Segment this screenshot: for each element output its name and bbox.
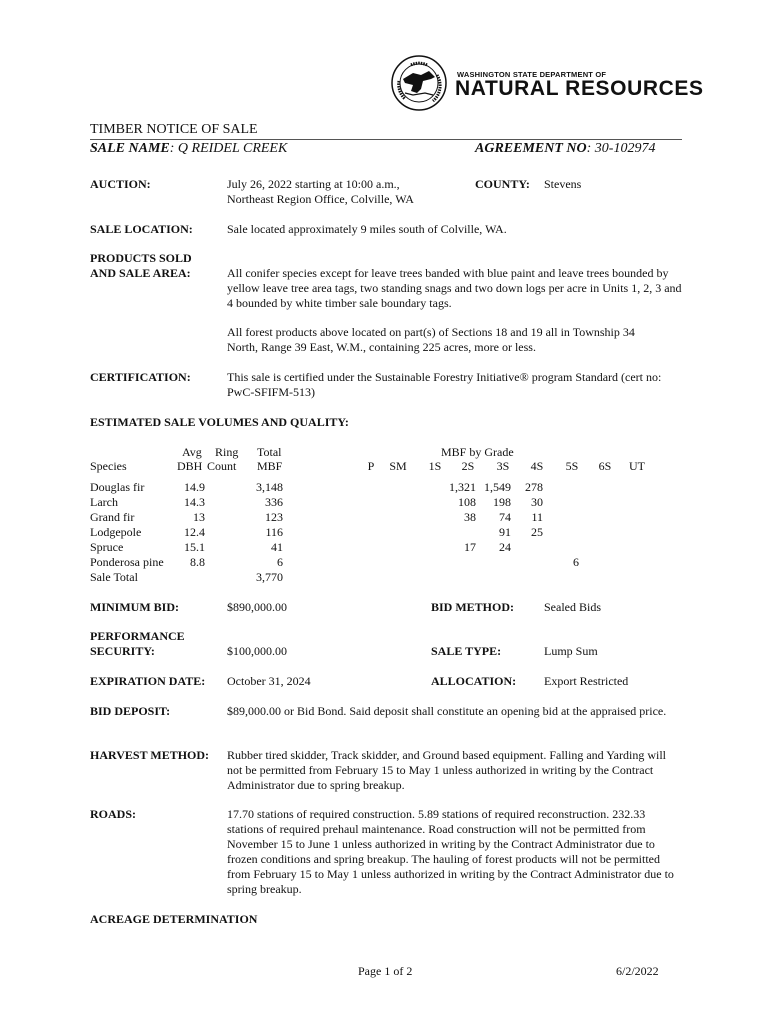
allocation-label: ALLOCATION: (431, 674, 517, 688)
sale-type-value: Lump Sum (544, 644, 598, 658)
grade-p: P (367, 459, 375, 473)
row-4s: 11 (531, 510, 543, 524)
row-2s: 1,321 (449, 480, 476, 494)
row-4s: 278 (525, 480, 543, 494)
row-2s: 17 (464, 540, 476, 554)
acreage-heading: ACREAGE DETERMINATION (90, 912, 258, 926)
grade-5s: 5S (565, 459, 579, 473)
products-para1: All conifer species except for leave trees banded with blue paint and leave trees bounded by yellow leave tree area tags, two standing snags and two down logs per acre in Units 1, 2, 3 and 4 bounded by white timber sale boundary tags. (227, 266, 682, 310)
grade-4s: 4S (530, 459, 544, 473)
row-dbh: 12.4 (184, 525, 205, 539)
row-dbh: 13 (193, 510, 205, 524)
row-3s: 74 (499, 510, 511, 524)
bid-deposit-label: BID DEPOSIT: (90, 704, 171, 718)
title-divider (90, 139, 682, 140)
row-total: 123 (265, 510, 283, 524)
row-total: 336 (265, 495, 283, 509)
doc-title: TIMBER NOTICE OF SALE (90, 122, 258, 137)
row-species: Douglas fir (90, 480, 145, 494)
hdr-species: Species (90, 459, 127, 473)
row-3s: 24 (499, 540, 511, 554)
bid-method-label: BID METHOD: (431, 600, 515, 614)
auction-line1: July 26, 2022 starting at 10:00 a.m., (227, 177, 400, 191)
footer-date: 6/2/2022 (616, 964, 659, 978)
row-3s: 198 (493, 495, 511, 509)
sale-name (90, 141, 287, 157)
sale-location-label: SALE LOCATION: (90, 222, 193, 236)
row-4s: 25 (531, 525, 543, 539)
row-total: 6 (277, 555, 283, 569)
row-total: 41 (271, 540, 283, 554)
bid-method-value: Sealed Bids (544, 600, 601, 614)
expiration-value: October 31, 2024 (227, 674, 311, 688)
hdr-count: Count (207, 459, 237, 473)
hdr-ring: Ring (215, 445, 239, 459)
row-total: 116 (265, 525, 283, 539)
sale-name-value: : Q REIDEL CREEK (169, 141, 288, 156)
bid-deposit-value: $89,000.00 or Bid Bond. Said deposit shall constitute an opening bid at the appraised price. (227, 704, 667, 718)
row-dbh: 14.9 (184, 480, 205, 494)
county-label: COUNTY: (475, 177, 530, 191)
agency-line: WASHINGTON STATE DEPARTMENT OF (457, 70, 607, 79)
row-total: 3,148 (256, 480, 283, 494)
dnr-seal-logo (391, 55, 447, 111)
row-total: 3,770 (256, 570, 283, 584)
hdr-mbf-by-grade: MBF by Grade (441, 445, 514, 459)
row-dbh: 8.8 (190, 555, 205, 569)
min-bid-value: $890,000.00 (227, 600, 287, 614)
products-label-2: AND SALE AREA: (90, 266, 191, 280)
roads-label: ROADS: (90, 807, 137, 821)
auction-line2: Northeast Region Office, Colville, WA (227, 192, 414, 206)
row-species: Lodgepole (90, 525, 142, 539)
agency-name: NATURAL RESOURCES (455, 77, 704, 100)
sale-name-label: SALE NAME (90, 141, 170, 156)
hdr-avg: Avg (182, 445, 202, 459)
perf-label-2: SECURITY: (90, 644, 155, 658)
grade-2s: 2S (461, 459, 475, 473)
page-number: Page 1 of 2 (358, 964, 413, 978)
expiration-label: EXPIRATION DATE: (90, 674, 206, 688)
row-2s: 108 (458, 495, 476, 509)
sale-location-text: Sale located approximately 9 miles south of Colville, WA. (227, 222, 507, 236)
row-species: Spruce (90, 540, 124, 554)
row-species: Ponderosa pine (90, 555, 164, 569)
grade-1s: 1S (428, 459, 442, 473)
grade-6s: 6S (598, 459, 612, 473)
row-species: Larch (90, 495, 118, 509)
agreement-label: AGREEMENT NO (475, 141, 587, 156)
products-para2: All forest products above located on part(s) of Sections 18 and 19 all in Township 34 North, Range 39 East, W.M., containing 225 acres, more or less. (227, 325, 635, 354)
grade-3s: 3S (496, 459, 510, 473)
certification-label: CERTIFICATION: (90, 370, 191, 384)
allocation-value: Export Restricted (544, 674, 629, 688)
perf-label-1: PERFORMANCE (90, 629, 185, 643)
roads-value: 17.70 stations of required construction. 5.89 stations of required reconstruction. 232.33 stations of required prehaul maintenance. Road construction will not be permitted from November 15 to June 1 unless authorized in writing by the Contract Administrator due to frozen conditions and spring breakup. The hauling of forest products will not be permitted from February 15 to May 1 unless authorized in writing by the Contract Administrator due to spring breakup. (227, 807, 674, 896)
sale-type-label: SALE TYPE: (431, 644, 502, 658)
hdr-mbf: MBF (257, 459, 283, 473)
hdr-total: Total (257, 445, 282, 459)
hdr-dbh: DBH (177, 459, 203, 473)
perf-value: $100,000.00 (227, 644, 287, 658)
harvest-label: HARVEST METHOD: (90, 748, 210, 762)
row-dbh: 15.1 (184, 540, 205, 554)
row-species: Sale Total (90, 570, 138, 584)
agreement-value: : 30-102974 (586, 141, 656, 156)
grade-ut: UT (629, 459, 645, 473)
row-dbh: 14.3 (184, 495, 205, 509)
agreement-number (475, 141, 655, 157)
auction-label: AUCTION: (90, 177, 151, 191)
row-species: Grand fir (90, 510, 135, 524)
certification-text: This sale is certified under the Sustainable Forestry Initiative® program Standard (cert no: PwC-SFIFM-513) (227, 370, 662, 399)
min-bid-label: MINIMUM BID: (90, 600, 179, 614)
volumes-heading: ESTIMATED SALE VOLUMES AND QUALITY: (90, 415, 349, 429)
grade-sm: SM (389, 459, 407, 473)
row-6s: 6 (573, 555, 579, 569)
harvest-value: Rubber tired skidder, Track skidder, and Ground based equipment. Falling and Yarding will not be permitted from February 15 to May 1 unless authorized in writing by the Contract Administrator due to spring breakup. (227, 748, 666, 792)
row-4s: 30 (531, 495, 543, 509)
products-label-1: PRODUCTS SOLD (90, 251, 192, 265)
row-3s: 1,549 (484, 480, 511, 494)
row-2s: 38 (464, 510, 476, 524)
county-value: Stevens (544, 177, 582, 191)
row-3s: 91 (499, 525, 511, 539)
